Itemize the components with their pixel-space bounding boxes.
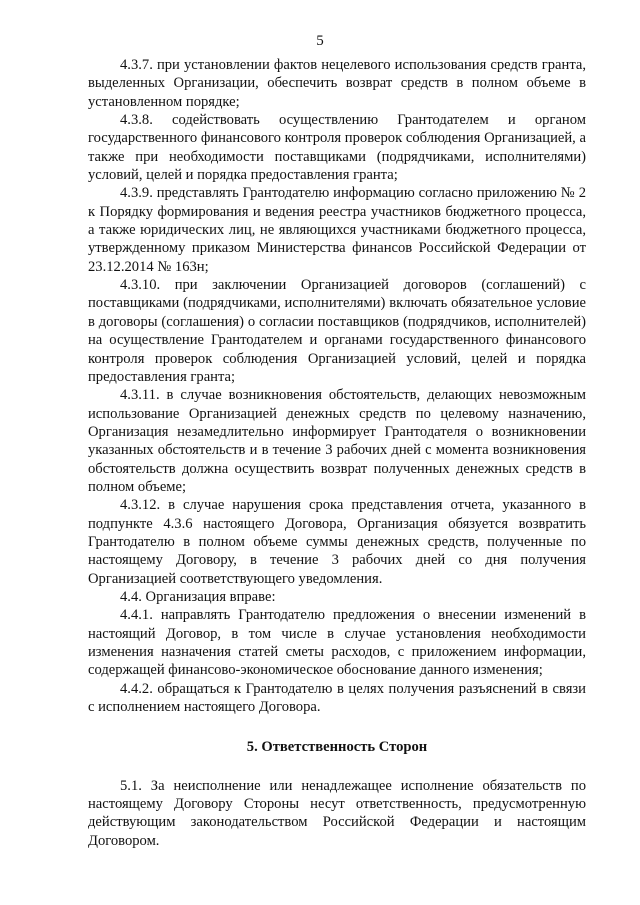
paragraph-4-3-12: 4.3.12. в случае нарушения срока представления отчета, указанного в подпункте 4.3.6 настоящего Договора, Организация обязуется возвратить Грантодателю в полном объеме суммы денежных средств, полученные по настоящему Договору, в течение 3 рабочих дней со дня получения Организацией соответствующего уведомления. — [88, 497, 586, 587]
paragraph-4-4-1: 4.4.1. направлять Грантодателю предложения о внесении изменений в настоящий Договор, в том числе в случае установления необходимости изменения назначения статей сметы расходов, с приложением информации, содержащей финансово-экономическое обоснование данного изменения; — [88, 607, 586, 679]
page-number: 5 — [316, 33, 324, 49]
paragraph-4-3-10: 4.3.10. при заключении Организацией договоров (соглашений) с поставщиками (подрядчиками, исполнителями) включать обязательное условие в договоры (соглашения) о согласии поставщиков (подрядчиков, исполнителей) на осуществление Грантодателем и органами государственного финансового контроля проверок соблюдения Организацией условий, целей и порядка предоставления гранта; — [88, 277, 586, 385]
paragraph-4-3-7: 4.3.7. при установлении фактов нецелевого использования средств гранта, выделенных Организации, обеспечить возврат средств в полном объеме в установленном порядке; — [88, 57, 586, 110]
paragraph-4-4-2: 4.4.2. обращаться к Грантодателю в целях получения разъяснений в связи с исполнением настоящего Договора. — [88, 680, 586, 716]
section-heading: 5. Ответственность Сторон — [246, 739, 428, 756]
paragraph-5-1: 5.1. За неисполнение или ненадлежащее исполнение обязательств по настоящему Договору Стороны несут ответственность, предусмотренную действующим законодательством Российской Федерации и настоящим Договором. — [88, 777, 586, 849]
paragraph-4-3-9: 4.3.9. представлять Грантодателю информацию согласно приложению № 2 к Порядку формирования и ведения реестра участников бюджетного процесса, а также юридических лиц, не являющихся участниками бюджетного процесса, утвержденному приказом Министерства финансов Российской Федерации от 23.12.2014 № 163н; — [88, 185, 586, 275]
paragraph-4-3-8: 4.3.8. содействовать осуществлению Грантодателем и органом государственного финансового контроля проверок соблюдения Организацией, а также при необходимости поставщиками (подрядчиками, исполнителями) условий, целей и порядка предоставления гранта; — [88, 112, 586, 184]
paragraph-4-3-11: 4.3.11. в случае возникновения обстоятельств, делающих невозможным использование Организацией денежных средств по целевому назначению, Организация незамедлительно информирует Грантодателя о возникновении указанных обстоятельств и в течение 3 рабочих дней с момента возникновения обстоятельств должна осуществить возврат полученных денежных средств в полном объеме; — [88, 387, 586, 495]
paragraph-4-4: 4.4. Организация вправе: — [120, 588, 276, 605]
document-body — [88, 56, 586, 850]
